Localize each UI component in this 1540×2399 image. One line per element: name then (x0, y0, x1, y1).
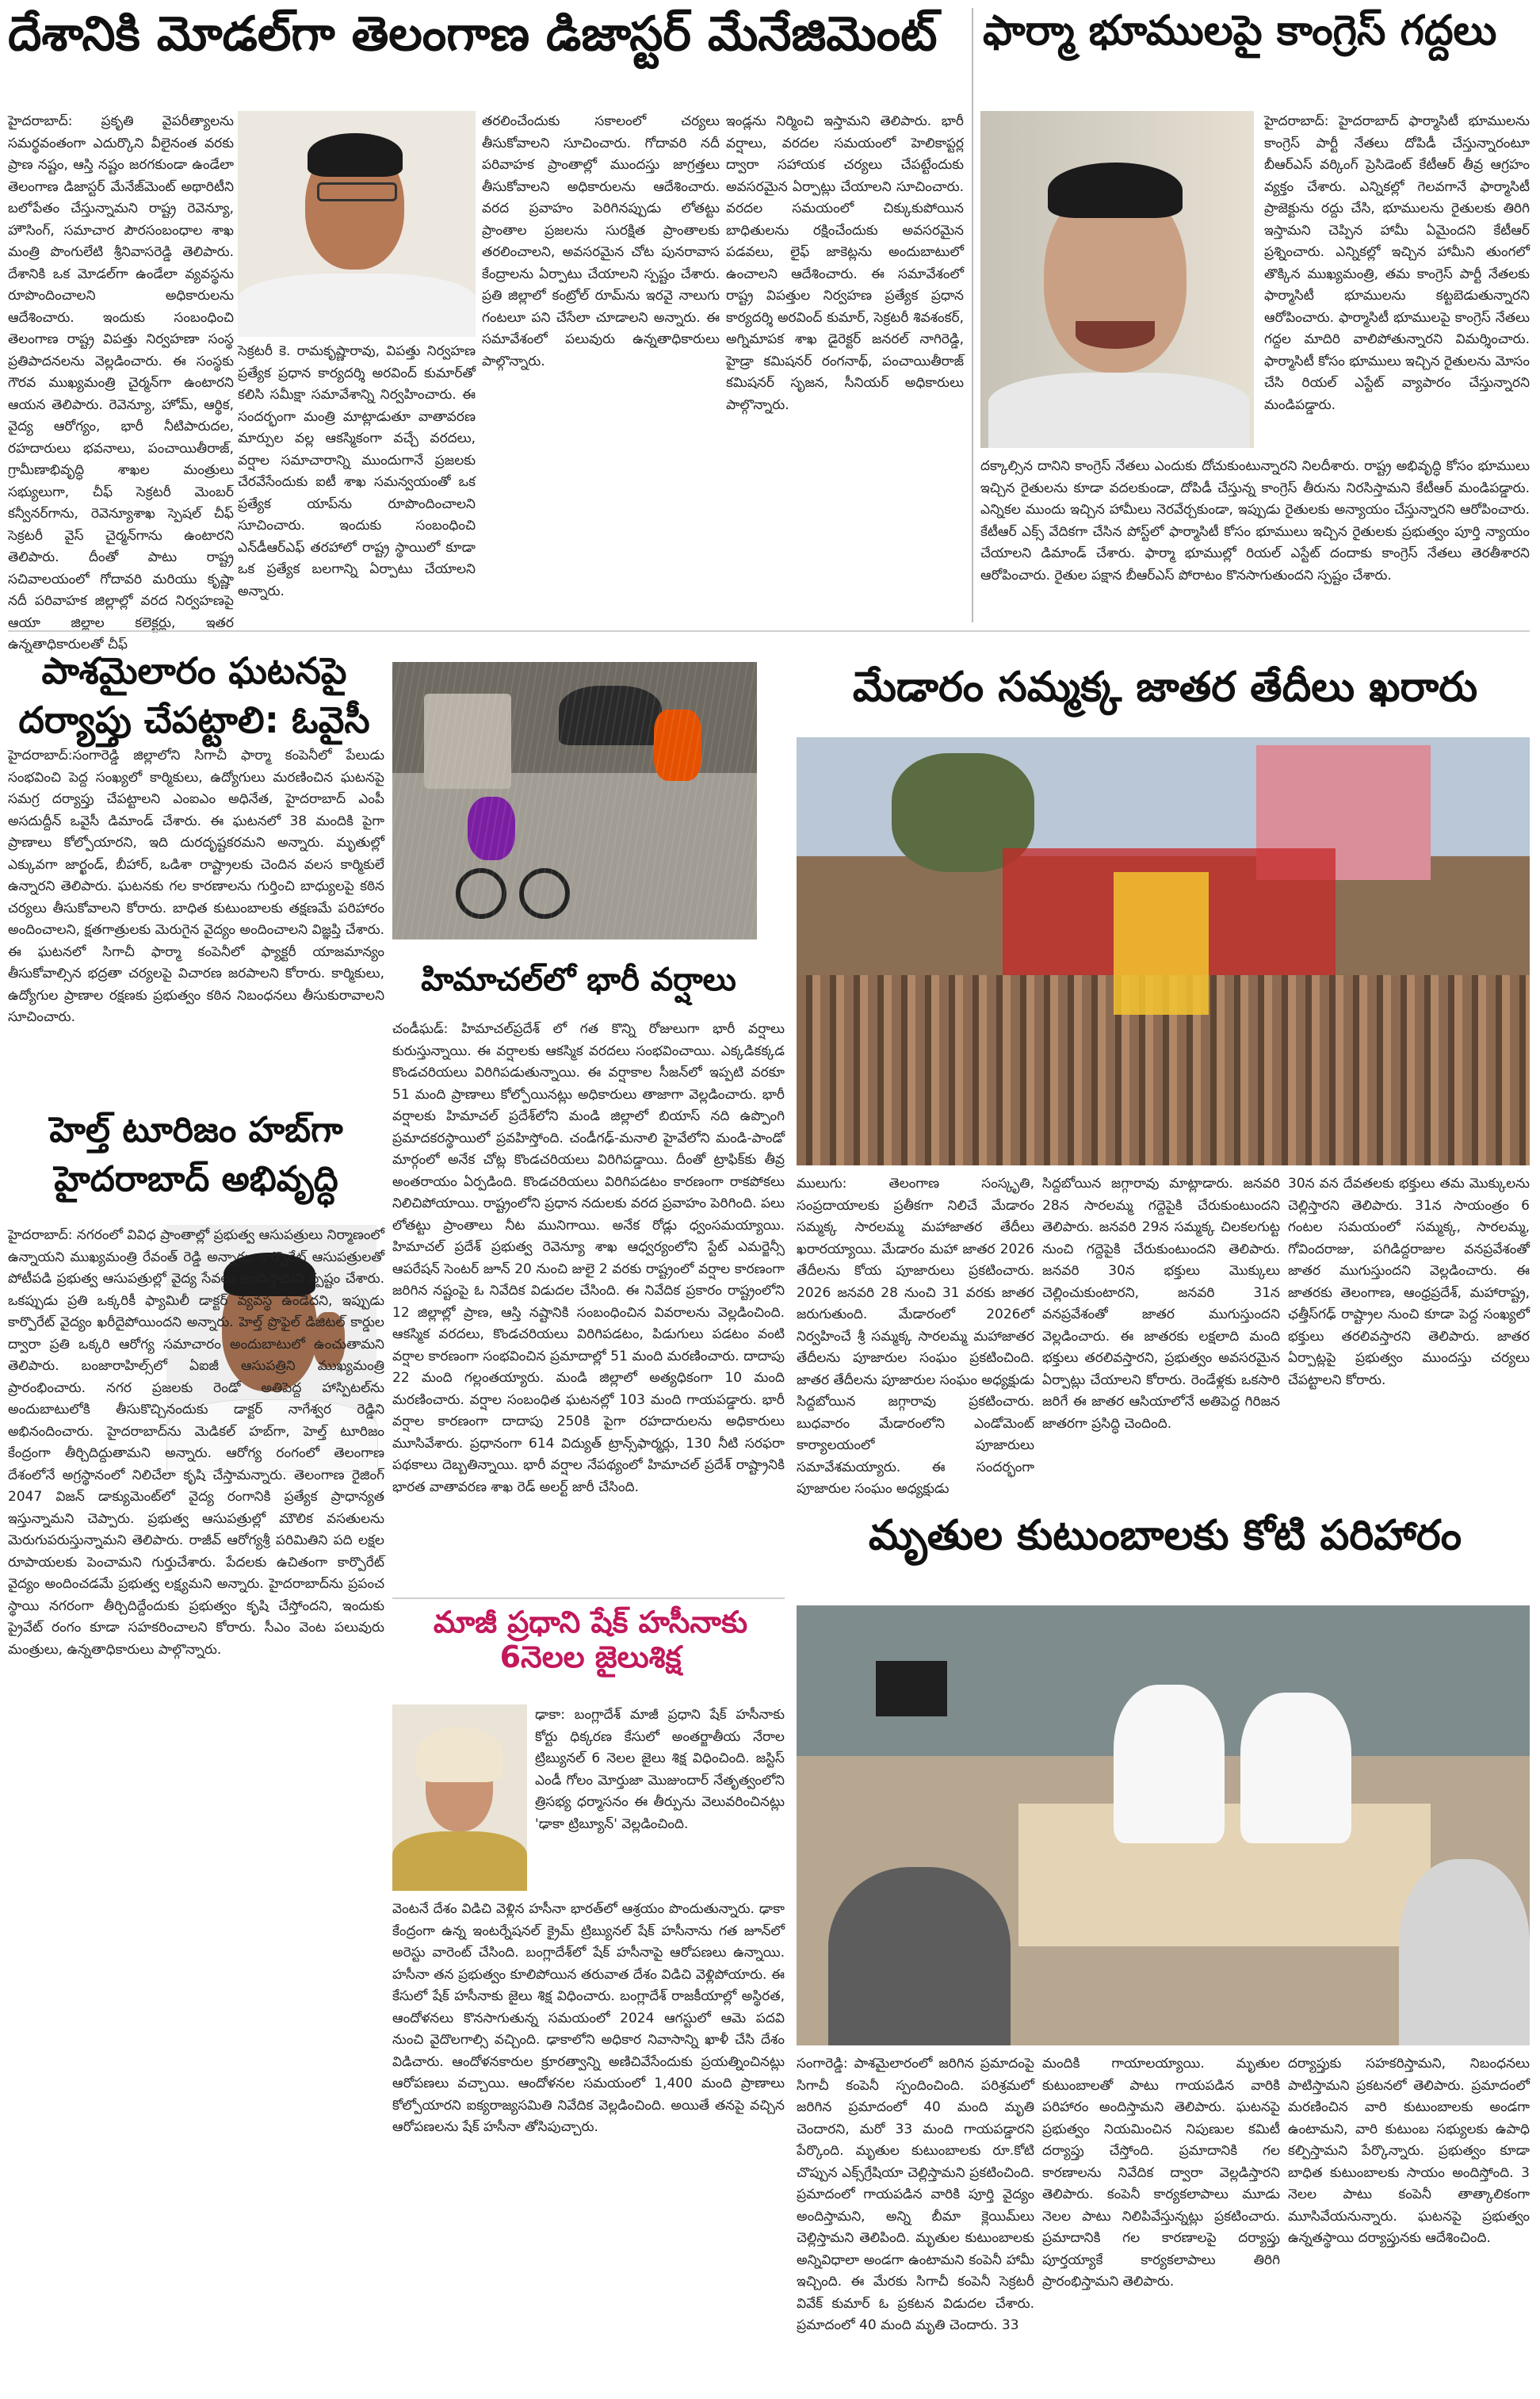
rain-photo (392, 662, 757, 939)
headline-health-text: హెల్త్ టూరిజం హబ్‌గా హైదరాబాద్ అభివృద్ధి (49, 1110, 343, 1200)
pharma-col-1: హైదరాబాద్: హైదరాబాద్ ఫార్మాసిటీ భూములను కాంగ్రెస్ పార్టీ నేతలు దోపిడీ చేస్తున్నారంటూ బీఆర్‌ఎస్ వర్కింగ్ ప్రెసిడెంట్ కేటీఆర్ తీవ్ర ఆగ్రహం వ్యక్తం చేశారు. ఎన్నికల్లో గెలవగానే ఫార్మాసిటీ ప్రాజెక్టును రద్దు చేసి, భూములను రైతులకు తిరిగి ఇస్తామని చెప్పిన హామీ ఏమైందని కేటీఆర్ ప్రశ్నించారు. ఎన్నికల్లో ఇచ్చిన హామీని తుంగలో తొక్కిన ముఖ్యమంత్రి, తమ కాంగ్రెస్ పార్టీ నేతలకు ఫార్మాసిటీ భూములను కట్టబెడుతున్నారని ఆరోపించారు. ఫార్మాసిటీ భూములపై కాంగ్రెస్ నేతలు గద్దల మాదిరి వాలిపోతున్నారని విమర్శించారు. ఫార్మాసిటీ కోసం భూములు ఇచ్చిన రైతులను మోసం చేసి రియల్ ఎస్టేట్ వ్యాపారం చేస్తున్నారని మండిపడ్డారు. (1264, 113, 1530, 413)
compensation-col-2: మందికి గాయాలయ్యాయి. మృతుల కుటుంబాలతో పాటు గాయపడిన వారికి పరిహారం అందిస్తామని తెలిపారు. ఘటనపై ప్రభుత్వం నియమించిన నిపుణుల కమిటీ దర్యాప్తు చేస్తోంది. ప్రమాదానికి గల కారణాలను నివేదిక ద్వారా వెల్లడిస్తారని తెలిపారు. కంపెనీ కార్యకలాపాలు మూడు నెలల పాటు నిలిపివేస్తున్నట్లు ప్రకటించారు. ప్రమాదానికి గల కారణాలపై దర్యాప్తు పూర్తయ్యాకే కార్యకలాపాలు తిరిగి ప్రారంభిస్తామని తెలిపారు. (1042, 2056, 1280, 2290)
disaster-col-1: హైదరాబాద్: ప్రకృతి వైపరీత్యాలను సమర్థవంతంగా ఎదుర్కొని వీలైనంత వరకు ప్రాణ నష్టం, ఆస్తి నష్టం జరగకుండా ఉండేలా తెలంగాణ డిజాస్టర్ మేనేజ్‌మెంట్ అథారిటీని బలోపేతం చేస్తున్నామని రాష్ట్ర రెవెన్యూ, హౌసింగ్, సమాచార పౌరసంబంధాల శాఖ మంత్రి పొంగులేటి శ్రీనివాసరెడ్డి తెలిపారు. దేశానికి ఒక మోడల్‌గా ఉండేలా వ్యవస్థను రూపొందించాలని అధికారులను ఆదేశించారు. ఇందుకు సంబంధించి తెలంగాణ రాష్ట్ర విపత్తు నిర్వహణా సంస్థ ప్రతిపాదనలను వెల్లడించారు. ఈ సంస్థకు గౌరవ ముఖ్యమంత్రి చైర్మన్‌గా ఉంటారని ఆయన తెలిపారు. రెవెన్యూ, హోమ్, ఆర్థిక, వైద్య ఆరోగ్యం, భారీ నీటిపారుదల, రహదారులు భవనాలు, పంచాయితీరాజ్, గ్రామీణాభివృద్ధి శాఖల మంత్రులు సభ్యులుగా, చీఫ్ సెక్రటరీ మెంబర్ కన్వీనర్‌గాను, రెవెన్యూశాఖ స్పెషల్ చీఫ్ సెక్రటరీ వైస్ చైర్మన్‌గాను ఉంటారని తెలిపారు. దీంతో పాటు రాష్ట్ర సచివాలయంలో గోదావరి మరియు కృష్ణా నదీ పరివాహక జిల్లాల్లో వరద నిర్వహణపై ఆయా జిల్లాల కలెక్టర్లు, ఇతర ఉన్నతాధికారులతో చీఫ్ (8, 113, 234, 652)
compensation-col-1: సంగారెడ్డి: పాశమైలారంలో జరిగిన ప్రమాదంపై సిగాచీ కంపెనీ స్పందించింది. పరిశ్రమలో జరిగిన ప్రమాదంలో 40 మంది మృతి చెందారని, మరో 33 మంది గాయపడ్డారని పేర్కొంది. మృతుల కుటుంబాలకు రూ.కోటి చొప్పున ఎక్స్‌గ్రేషియా చెల్లిస్తామని ప్రకటించింది. ప్రమాదంలో గాయపడిన వారికి పూర్తి వైద్యం అందిస్తామని, అన్ని బీమా క్లెయిమ్‌లు చెల్లిస్తామని తెలిపింది. మృతుల కుటుంబాలకు అన్నివిధాలా అండగా ఉంటామని కంపెనీ హామీ ఇచ్చింది. ఈ మేరకు సిగాచీ కంపెనీ సెక్రటరీ వివేక్ కుమార్ ఓ ప్రకటన విడుదల చేశారు. ప్రమాదంలో 40 మంది మృతి చెందారు. 33 (797, 2056, 1034, 2333)
headline-pasha (8, 646, 380, 744)
medaram-col-3: 30న వన దేవతలకు భక్తులు తమ మొక్కులను చెల్లిస్తారని తెలిపారు. 31న సాయంత్రం 6 గంటల సమయంలో సమ్మక్క, సారలమ్మ, గోవిందరాజు, పగిడిద్దరాజుల వనప్రవేశంతో జాతర ముగుస్తుందని వెల్లడించారు. ఈ జాతరకు తెలంగాణ, ఆంధ్రప్రదేశ్, మహారాష్ట్ర, ఛత్తీస్‌గఢ్ రాష్ట్రాల నుంచి కూడా పెద్ద సంఖ్యలో భక్తులు తరలివస్తారని తెలిపారు. జాతర ఏర్పాట్లపై ప్రభుత్వం ముందస్తు చర్యలు చేపట్టాలని కోరారు. (1288, 1176, 1530, 1388)
section-divider (8, 630, 1530, 632)
hasina-photo (392, 1705, 527, 1891)
hasina-col-2: వెంటనే దేశం విడిచి వెళ్లిన హసీనా భారత్‌లో ఆశ్రయం పొందుతున్నారు. ఢాకా కేంద్రంగా ఉన్న ఇంటర్నేషనల్ క్రైమ్ ట్రిబ్యునల్ షేక్ హసీనాను గత జూన్‌లో అరెస్టు వారెంట్ చేసింది. బంగ్లాదేశ్‌లో షేక్ హసీనాపై ఆరోపణలు ఉన్నాయి. హసీనా తన ప్రభుత్వం కూలిపోయిన తరువాత దేశం విడిచి వెళ్లిపోయారు. ఈ కేసులో షేక్ హసీనాకు జైలు శిక్ష విధించారు. బంగ్లాదేశ్ రాజకీయాల్లో అస్థిరత, ఆందోళనలు కొనసాగుతున్న సమయంలో 2024 ఆగస్టులో ఆమె పదవి నుంచి వైదొలగాల్సి వచ్చింది. ఢాకాలోని అధికార నివాసాన్ని ఖాళీ చేసి దేశం విడిచారు. ఆందోళనకారుల క్రూరత్వాన్ని అణిచివేసేందుకు ప్రయత్నించినట్లు ఆరోపణలు వచ్చాయి. ఆందోళనల సమయంలో 1,400 మంది ప్రాణాలు కోల్పోయారని ఐక్యరాజ్యసమితి నివేదిక వెల్లడించింది. అయితే తనపై వచ్చిన ఆరోపణలను షేక్ హసీనా తోసిపుచ్చారు. (392, 1901, 785, 2135)
compensation-photo (797, 1605, 1530, 2045)
pharma-photo (980, 111, 1254, 448)
hasina-divider (392, 1597, 785, 1599)
headline-compensation: మృతుల కుటుంబాలకు కోటి పరిహారం (868, 1512, 1462, 1559)
headline-disaster: దేశానికి మోడల్‌గా తెలంగాణ డిజాస్టర్ మేనేజిమెంట్ (8, 6, 938, 62)
headline-himachal: హిమాచల్‌లో భారీ వర్షాలు (421, 962, 736, 998)
disaster-col-3: తరలించేందుకు సకాలంలో చర్యలు తీసుకోవాలని సూచించారు. గోదావరి నదీ పరివాహక ప్రాంతాల్లో ముందస్తు జాగ్రత్తలు తీసుకోవాలని అధికారులను ఆదేశించారు. వరద ప్రవాహం పెరిగినప్పుడు లోతట్టు ప్రాంతాల ప్రజలను సురక్షిత ప్రాంతాలకు తరలించాలని, అవసరమైన చోట పునరావాస కేంద్రాలను ఏర్పాటు చేయాలని స్పష్టం చేశారు. ప్రతి జిల్లాలో కంట్రోల్ రూమ్‌ను ఇరవై నాలుగు గంటలూ పని చేసేలా చూడాలని అన్నారు. ఈ సమావేశంలో పలువురు ఉన్నతాధికారులు పాల్గొన్నారు. (482, 113, 720, 369)
headline-pharma: ఫార్మా భూములపై కాంగ్రెస్ గద్దలు (983, 7, 1497, 55)
headline-hasina (400, 1605, 781, 1674)
headline-health (8, 1106, 384, 1203)
medaram-col-2: సిద్దబోయిన జగ్గారావు మాట్లాడారు. జనవరి 28న సారలమ్మ గద్దెపైకి చేరుకుంటుందని తెలిపారు. జనవరి 29న సమ్మక్క చిలకలగుట్ట నుంచి గద్దెపైకి చేరుకుంటుందని తెలిపారు. జనవరి 30న భక్తులు మొక్కులు చెల్లించుకుంటారని, జనవరి 31న వనప్రవేశంతో జాతర ముగుస్తుందని వెల్లడించారు. ఈ జాతరకు లక్షలాది మంది భక్తులు తరలివస్తారని, ప్రభుత్వం అవసరమైన ఏర్పాట్లు చేయాలని కోరారు. రెండేళ్లకు ఒకసారి జరిగే ఈ జాతర ఆసియాలోనే అతిపెద్ద గిరిజన జాతరగా ప్రసిద్ధి చెందింది. (1042, 1176, 1280, 1432)
disaster-photo (238, 111, 476, 337)
health-article: హైదరాబాద్: నగరంలో వివిధ ప్రాంతాల్లో ప్రభుత్వ ఆసుపత్రులు నిర్మాణంలో ఉన్నాయని ముఖ్యమంత్రి రేవంత్ రెడ్డి అన్నారు. కార్పొరేట్ ఆసుపత్రులతో పోటీపడి ప్రభుత్వ ఆసుపత్రుల్లో వైద్య సేవలు అందిస్తామని స్పష్టం చేశారు. ఒకప్పుడు ప్రతి ఒక్కరికీ ఫ్యామిలీ డాక్టర్ వ్యవస్థ ఉండేదని, ఇప్పుడు కార్పొరేట్ వైద్యం ఖరీదైపోయిందని అన్నారు. హెల్త్ ప్రొఫైల్ డిజిటల్ కార్డుల ద్వారా ప్రతి ఒక్కరి ఆరోగ్య సమాచారం అందుబాటులో ఉంచుతామని తెలిపారు. బంజారాహిల్స్‌లో ఏఐజీ ఆసుపత్రిని ముఖ్యమంత్రి ప్రారంభించారు. నగర ప్రజలకు రెండో అతిపెద్ద హాస్పిటల్‌ను అందుబాటులోకి తీసుకొచ్చినందుకు డాక్టర్ నాగేశ్వర రెడ్డిని అభినందించారు. హైదరాబాద్‌ను మెడికల్ హబ్‌గా, హెల్త్ టూరిజం కేంద్రంగా తీర్చిదిద్దుతామని అన్నారు. ఆరోగ్య రంగంలో తెలంగాణ దేశంలోనే అగ్రస్థానంలో నిలిచేలా కృషి చేస్తామన్నారు. తెలంగాణ రైజింగ్ 2047 విజన్ డాక్యుమెంట్‌లో వైద్య రంగానికి ప్రత్యేక ప్రాధాన్యత ఇస్తున్నామని చెప్పారు. ప్రభుత్వ ఆసుపత్రుల్లో మౌలిక వసతులను మెరుగుపరుస్తున్నామని తెలిపారు. రాజీవ్ ఆరోగ్యశ్రీ పరిమితిని పది లక్షల రూపాయలకు పెంచామని గుర్తుచేశారు. పేదలకు ఉచితంగా కార్పొరేట్ వైద్యం అందించడమే ప్రభుత్వ లక్ష్యమని అన్నారు. హైదరాబాద్‌ను ప్రపంచ స్థాయి నగరంగా తీర్చిదిద్దేందుకు ప్రభుత్వం కృషి చేస్తోందని, ఇందుకు ప్రైవేట్ రంగం కూడా సహకరించాలని కోరారు. సీఎం వెంట పలువురు మంత్రులు, ఉన్నతాధికారులు పాల్గొన్నారు. (8, 1227, 384, 1658)
compensation-col-3: దర్యాప్తుకు సహకరిస్తామని, నిబంధనలు పాటిస్తామని ప్రకటనలో తెలిపారు. ప్రమాదంలో మరణించిన వారి కుటుంబాలకు అండగా ఉంటామని, వారి కుటుంబ సభ్యులకు ఉపాధి కల్పిస్తామని పేర్కొన్నారు. ప్రభుత్వం కూడా బాధిత కుటుంబాలకు సాయం అందిస్తోంది. 3 నెలల పాటు కంపెనీ తాత్కాలికంగా మూసివేయనున్నారు. ఘటనపై ప్రభుత్వం ఉన్నతస్థాయి దర్యాప్తునకు ఆదేశించింది. (1288, 2056, 1530, 2246)
pharma-col-2: దక్కాల్సిన దానిని కాంగ్రెస్ నేతలు ఎందుకు దోచుకుంటున్నారని నిలదీశారు. రాష్ట్ర అభివృద్ధి కోసం భూములు ఇచ్చిన రైతులను కూడా వదలకుండా, దోపిడీ చేస్తున్న కాంగ్రెస్ తీరును నిరసిస్తామని కేటీఆర్ మండిపడ్డారు. ఎన్నికల ముందు ఇచ్చిన హామీలు నెరవేర్చకుండా, ఇప్పుడు రైతులకు అన్యాయం చేస్తున్నారని ఆరోపించారు. కేటీఆర్ ఎక్స్ వేదికగా చేసిన పోస్ట్‌లో ఫార్మాసిటీ కోసం భూములు ఇచ్చిన రైతులకు ప్రభుత్వం పూర్తి న్యాయం చేయాలని డిమాండ్ చేశారు. ఫార్మా భూముల్లో రియల్ ఎస్టేట్ దందాకు కాంగ్రెస్ నేతలు తెరతీశారని ఆరోపించారు. రైతుల పక్షాన బీఆర్‌ఎస్ పోరాటం కొనసాగుతుందని స్పష్టం చేశారు. (980, 458, 1530, 583)
pasha-article: హైదరాబాద్:సంగారెడ్డి జిల్లాలోని సిగాచీ ఫార్మా కంపెనీలో పేలుడు సంభవించి పెద్ద సంఖ్యలో కార్మికులు, ఉద్యోగులు మరణించిన ఘటనపై సమగ్ర దర్యాప్తు చేపట్టాలని ఎంఐఎం అధినేత, హైదరాబాద్ ఎంపీ అసదుద్దీన్ ఒవైసీ డిమాండ్ చేశారు. ఈ ఘటనలో 38 మందికి పైగా ప్రాణాలు కోల్పోయారని, ఇది దురదృష్టకరమని అన్నారు. మృతుల్లో ఎక్కువగా జార్ఖండ్, బీహార్, ఒడిశా రాష్ట్రాలకు చెందిన వలస కార్మికులే ఉన్నారని తెలిపారు. ఘటనకు గల కారణాలను గుర్తించి బాధ్యులపై కఠిన చర్యలు తీసుకోవాలని కోరారు. బాధిత కుటుంబాలకు తక్షణమే పరిహారం అందించాలని, క్షతగాత్రులకు మెరుగైన వైద్యం అందించాలని విజ్ఞప్తి చేశారు. ఈ ఘటనలో సిగాచీ ఫార్మా కంపెనీలో ఫ్యాక్టరీ యాజమాన్యం తీసుకోవాల్సిన భద్రతా చర్యలపై విచారణ జరపాలని కోరారు. కార్మికులు, ఉద్యోగుల ప్రాణాల రక్షణకు ప్రభుత్వం కఠిన నిబంధనలు తీసుకురావాలని సూచించారు. (8, 748, 384, 1025)
medaram-col-1: ములుగు: తెలంగాణ సంస్కృతి, సంప్రదాయాలకు ప్రతీకగా నిలిచే మేడారం సమ్మక్క సారలమ్మ మహాజాతర తేదీలు ఖరారయ్యాయి. మేడారం మహా జాతర 2026 తేదీలను కోయ పూజారులు ప్రకటించారు. 2026 జనవరి 28 నుంచి 31 వరకు జాతర జరుగుతుంది. మేడారంలో 2026లో నిర్వహించే శ్రీ సమ్మక్క సారలమ్మ మహాజాతర తేదీలను పూజారుల సంఘం ప్రకటించింది. జాతర తేదీలను పూజారుల సంఘం అధ్యక్షుడు సిద్దబోయిన జగ్గారావు ప్రకటించారు. బుధవారం మేడారంలోని ఎండోమెంట్ కార్యాలయంలో పూజారులు సమావేశమయ్యారు. ఈ సందర్భంగా పూజారుల సంఘం అధ్యక్షుడు (797, 1176, 1034, 1497)
headline-pasha-text: పాశమైలారం ఘటనపై దర్యాప్తు చేపట్టాలి: ఓవైసీ (18, 649, 370, 742)
hasina-col-1: ఢాకా: బంగ్లాదేశ్ మాజీ ప్రధాని షేక్ హసీనాకు కోర్టు ధిక్కరణ కేసులో అంతర్జాతీయ నేరాల ట్రిబ్యునల్ 6 నెలల జైలు శిక్ష విధించింది. జస్టిస్ ఎండీ గోలం మోర్తుజా మొజుందార్ నేతృత్వంలోని త్రిసభ్య ధర్మాసనం ఈ తీర్పును వెలువరించినట్లు 'ఢాకా ట్రిబ్యూన్' వెల్లడించింది. (535, 1707, 785, 1832)
headline-hasina-text: మాజీ ప్రధాని షేక్ హసీనాకు 6నెలల జైలుశిక్ష (433, 1605, 748, 1674)
disaster-col-4: ఇండ్లను నిర్మించి ఇస్తామని తెలిపారు. భారీ వర్షాలు, వరదల సమయంలో హెలికాప్టర్ల ద్వారా సహాయక చర్యలు చేపట్టేందుకు అవసరమైన ఏర్పాట్లు చేయాలని సూచించారు. వరదల సమయంలో చిక్కుకుపోయిన బాధితులను రక్షించేందుకు అవసరమైన పడవలు, లైఫ్ జాకెట్లను అందుబాటులో ఉంచాలని ఆదేశించారు. ఈ సమావేశంలో రాష్ట్ర విపత్తుల నిర్వహణ ప్రత్యేక ప్రధాన కార్యదర్శి అరవింద్ కుమార్, సెక్రటరీ శివశంకర్, అగ్నిమాపక శాఖ డైరెక్టర్ జనరల్ నాగిరెడ్డి, హైడ్రా కమిషనర్ రంగనాథ్, పంచాయితీరాజ్ కమిషనర్ సృజన, సీనియర్ అధికారులు పాల్గొన్నారు. (726, 113, 964, 413)
headline-medaram: మేడారం సమ్మక్క జాతర తేదీలు ఖరారు (852, 664, 1478, 711)
himachal-article: చండీఘడ్: హిమాచల్‌ప్రదేశ్ లో గత కొన్ని రోజులుగా భారీ వర్షాలు కురుస్తున్నాయి. ఈ వర్షాలకు ఆకస్మిక వరదలు సంభవించాయి. ఎక్కడికక్కడ కొండచరియలు విరిగిపడుతున్నాయి. ఈ వర్షాకాల సీజన్‌లో ఇప్పటి వరకూ 51 మంది ప్రాణాలు కోల్పోయినట్లు అధికారులు తాజాగా వెల్లడించారు. భారీ వర్షాలకు హిమాచల్ ప్రదేశ్‌లోని మండి జిల్లాలో బియాస్ నది ఉప్పొంగి ప్రమాదకరస్థాయిలో ప్రవహిస్తోంది. చండీగఢ్-మనాలి హైవేలోని మండి-పాండో మార్గంలో అనేక చోట్ల కొండచరియలు విరిగిపడ్డాయి. దీంతో ట్రాఫిక్‌కు తీవ్ర అంతరాయం ఏర్పడింది. కొండచరియలు విరిగిపడటం కారణంగా రాకపోకలు నిలిచిపోయాయి. రాష్ట్రంలోని ప్రధాన నదులకు వరద ప్రవాహం పెరిగింది. పలు లోతట్టు ప్రాంతాలు నీట మునిగాయి. అనేక రోడ్లు ధ్వంసమయ్యాయి. హిమాచల్ ప్రదేశ్ ప్రభుత్వ రెవెన్యూ శాఖ ఆధ్వర్యంలోని స్టేట్ ఎమర్జెన్సీ ఆపరేషన్ సెంటర్ జూన్ 20 నుంచి జులై 2 వరకు రాష్ట్రంలో వర్షాల కారణంగా జరిగిన నష్టంపై ఓ నివేదిక విడుదల చేసింది. ఈ నివేదిక ప్రకారం రాష్ట్రంలోని 12 జిల్లాల్లో ప్రాణ, ఆస్తి నష్టానికి సంబంధించిన వివరాలను వెల్లడించింది. ఆకస్మిక వరదలు, కొండచరియలు విరిగిపడటం, పిడుగులు పడటం వంటి వర్షాల కారణంగా సంభవించిన ప్రమాదాల్లో 51 మంది మరణించారు. దాదాపు 22 మంది గల్లంతయ్యారు. మండి జిల్లాలో అత్యధికంగా 10 మంది మరణించారు. వర్షాల సంబంధిత ఘటనల్లో 103 మంది గాయపడ్డారు. భారీ వర్షాల కారణంగా దాదాపు 250కి పైగా రహదారులను అధికారులు మూసివేశారు. ప్రధానంగా 614 విద్యుత్ ట్రాన్స్‌ఫార్మర్లు, 130 నీటి సరఫరా పథకాలు దెబ్బతిన్నాయి. భారీ వర్షాల నేపథ్యంలో హిమాచల్ ప్రదేశ్ రాష్ట్రానికి భారత వాతావరణ శాఖ రెడ్ అలర్ట్ జారీ చేసింది. (392, 1021, 785, 1495)
disaster-col-2: సెక్రటరీ కె. రామకృష్ణారావు, విపత్తు నిర్వహణ ప్రత్యేక ప్రధాన కార్యదర్శి అరవింద్ కుమార్‌తో కలిసి సమీక్షా సమావేశాన్ని నిర్వహించారు. ఈ సందర్భంగా మంత్రి మాట్లాడుతూ వాతావరణ మార్పుల వల్ల ఆకస్మికంగా వచ్చే వరదలు, వర్షాల సమాచారాన్ని ముందుగానే ప్రజలకు చేరవేసేందుకు ఐటీ శాఖ సమన్వయంతో ఒక ప్రత్యేక యాప్‌ను రూపొందించాలని సూచించారు. ఇందుకు సంబంధించి ఎన్‌డీఆర్‌ఎఫ్ తరహాలో రాష్ట్ర స్థాయిలో కూడా ఒక ప్రత్యేక బలగాన్ని ఏర్పాటు చేయాలని అన్నారు. (238, 343, 476, 599)
medaram-photo (797, 737, 1530, 1165)
column-divider (972, 8, 973, 622)
